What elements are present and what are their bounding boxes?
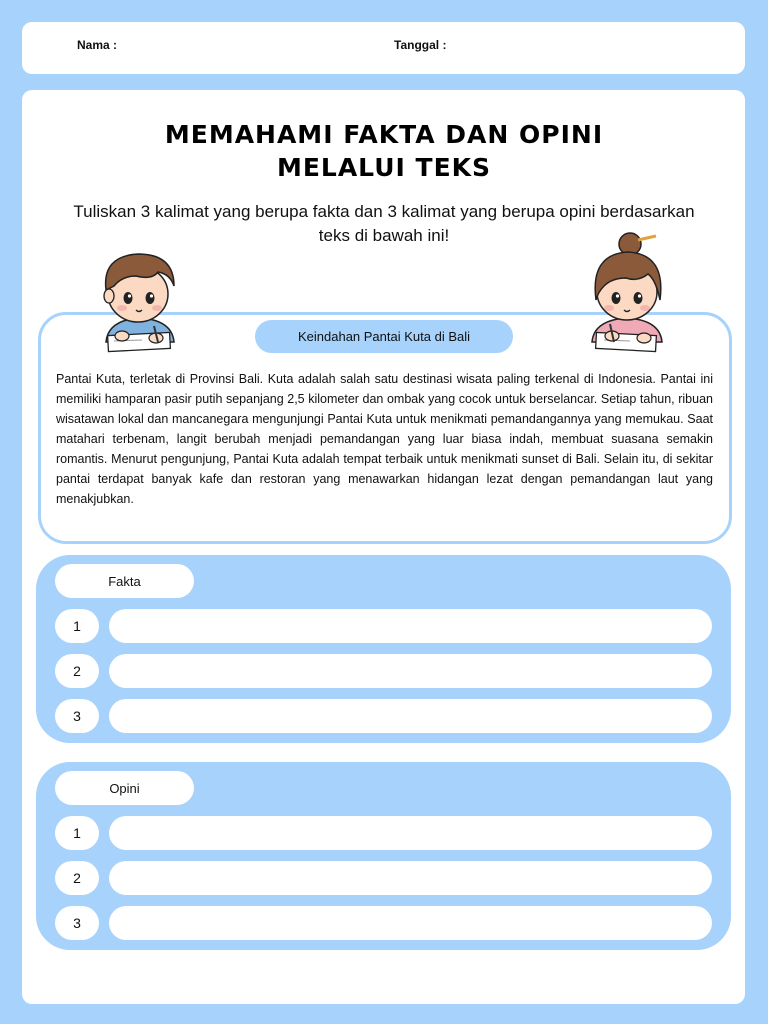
opini-number-3: 3 (55, 906, 99, 940)
opini-answer-field-2[interactable] (109, 861, 712, 895)
opini-answer-field-1[interactable] (109, 816, 712, 850)
opini-number-2: 2 (55, 861, 99, 895)
fakta-number-1: 1 (55, 609, 99, 643)
page-title (0, 118, 768, 184)
fakta-label: Fakta (55, 564, 194, 598)
fakta-answer-field-2[interactable] (109, 654, 712, 688)
passage-title: Keindahan Pantai Kuta di Bali (255, 320, 513, 353)
fakta-section (36, 555, 731, 743)
fakta-number-3: 3 (55, 699, 99, 733)
date-label: Tanggal : (394, 38, 447, 52)
title-line-2: MELALUI TEKS (276, 153, 492, 182)
fakta-number-2: 2 (55, 654, 99, 688)
boy-writing-illustration (92, 246, 188, 356)
instruction-text: Tuliskan 3 kalimat yang berupa fakta dan 3 kalimat yang berupa opini berdasarkan teks di bawah ini! (73, 202, 695, 245)
opini-number-1: 1 (55, 816, 99, 850)
header-card (22, 22, 745, 74)
opini-answer-field-3[interactable] (109, 906, 712, 940)
fakta-answer-field-3[interactable] (109, 699, 712, 733)
fakta-answer-field-1[interactable] (109, 609, 712, 643)
opini-section (36, 762, 731, 950)
passage-body: Pantai Kuta, terletak di Provinsi Bali. Kuta adalah salah satu destinasi wisata paling terkenal di Indonesia. Pantai ini memiliki hamparan pasir putih sepanjang 2,5 kilometer dan ombak yang cocok untuk berselancar. Setiap tahun, ribuan wisatawan lokal dan mancanegara mengunjungi Pantai Kuta untuk menikmati pemandangannya yang memukau. Saat matahari terbenam, langit berubah menjadi pemandangan yang luar biasa indah, membuat suasana semakin romantis. Menurut pengunjung, Pantai Kuta adalah tempat terbaik untuk menikmati sunset di Bali. Selain itu, di sekitar pantai terdapat banyak kafe dan restoran yang menawarkan hidangan lezat dengan pemandangan laut yang menakjubkan. (56, 372, 713, 506)
girl-writing-illustration (582, 230, 672, 356)
title-line-1: MEMAHAMI FAKTA DAN OPINI (164, 120, 604, 149)
opini-label: Opini (55, 771, 194, 805)
name-label: Nama : (77, 38, 118, 52)
